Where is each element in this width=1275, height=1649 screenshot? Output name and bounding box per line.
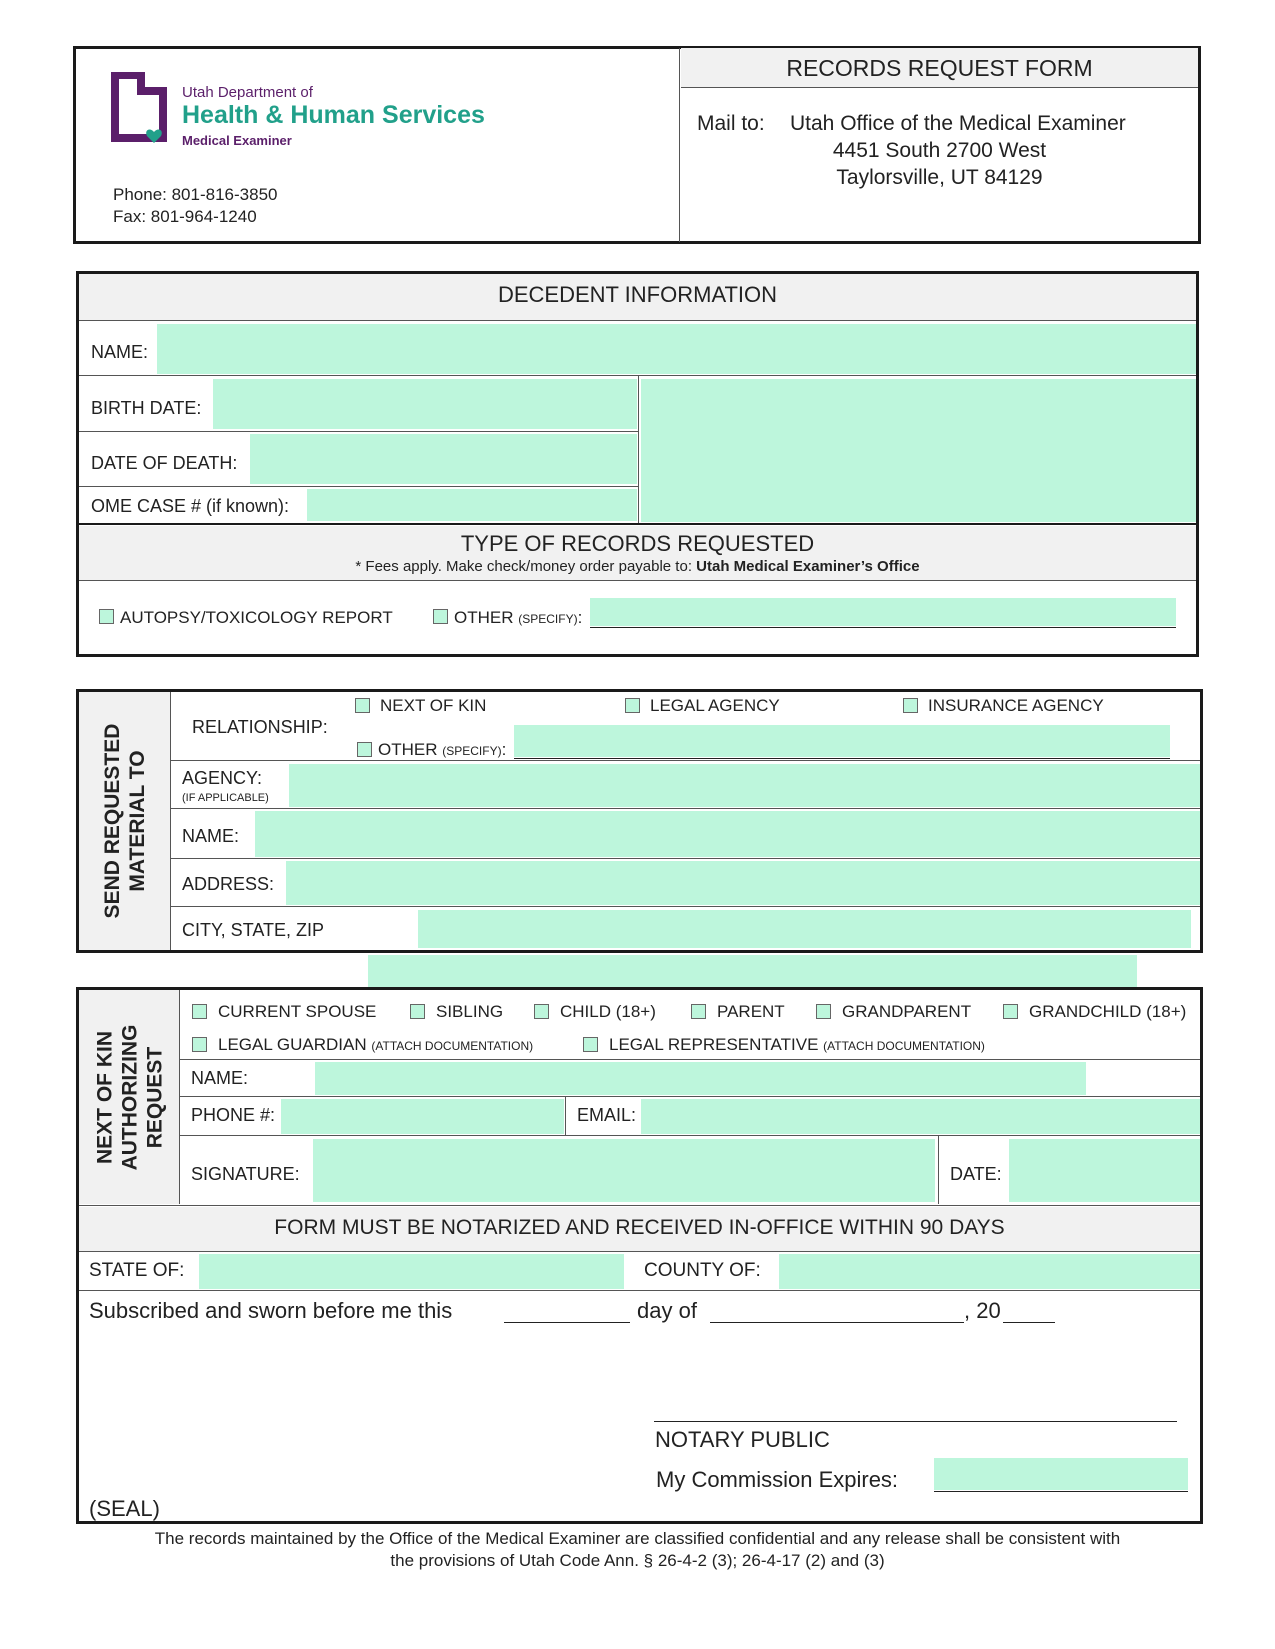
sworn-text: Subscribed and sworn before me this xyxy=(89,1298,453,1323)
insurance-agency-checkbox[interactable] xyxy=(903,698,918,713)
send-other-field[interactable] xyxy=(514,725,1170,757)
county-field[interactable] xyxy=(779,1254,1200,1289)
email-field[interactable] xyxy=(641,1099,1200,1134)
birth-date-label: BIRTH DATE: xyxy=(91,398,202,418)
notary-signature-line[interactable] xyxy=(654,1421,1177,1422)
city-state-zip-field[interactable] xyxy=(418,910,1191,948)
autopsy-label: AUTOPSY/TOXICOLOGY REPORT xyxy=(120,608,393,627)
legal-agency-label: LEGAL AGENCY xyxy=(650,696,780,715)
kin-name-field[interactable] xyxy=(315,1062,1086,1095)
birth-date-field[interactable] xyxy=(213,379,637,429)
mail-to-line3: Taylorsville, UT 84129 xyxy=(836,166,1043,189)
city-state-zip-field-extra[interactable] xyxy=(368,955,1137,987)
send-name-field[interactable] xyxy=(255,811,1200,857)
grandparent-checkbox[interactable] xyxy=(816,1004,831,1019)
notary-public-label: NOTARY PUBLIC xyxy=(655,1427,830,1452)
ome-case-label: OME CASE # (if known): xyxy=(91,496,290,516)
send-other-checkbox[interactable] xyxy=(357,742,372,757)
state-field[interactable] xyxy=(199,1254,624,1289)
parent-checkbox[interactable] xyxy=(691,1004,706,1019)
current-spouse-label: CURRENT SPOUSE xyxy=(218,1002,377,1021)
phone-label: PHONE #: xyxy=(191,1105,276,1125)
kin-name-label: NAME: xyxy=(191,1068,249,1088)
legal-guardian-label: LEGAL GUARDIAN (ATTACH DOCUMENTATION) xyxy=(218,1035,534,1054)
legal-representative-label: LEGAL REPRESENTATIVE (ATTACH DOCUMENTATION) xyxy=(609,1035,985,1054)
logo-line3: Medical Examiner xyxy=(182,133,292,148)
next-of-kin-checkbox[interactable] xyxy=(355,698,370,713)
mail-to-line2: 4451 South 2700 West xyxy=(832,139,1047,162)
decedent-extra-field[interactable] xyxy=(641,379,1196,522)
state-label: STATE OF: xyxy=(89,1260,185,1281)
legal-guardian-checkbox[interactable] xyxy=(192,1037,207,1052)
parent-label: PARENT xyxy=(717,1002,785,1021)
agency-field[interactable] xyxy=(289,764,1200,807)
date-of-death-field[interactable] xyxy=(250,434,637,484)
kin-side-title: NEXT OF KIN AUTHORIZING REQUEST xyxy=(93,1024,167,1171)
city-state-zip-label: CITY, STATE, ZIP xyxy=(182,920,325,940)
form-title-rule xyxy=(681,87,1198,88)
date-of-death-label: DATE OF DEATH: xyxy=(91,453,238,473)
phone-field[interactable] xyxy=(281,1099,564,1134)
records-other-label: OTHER (SPECIFY): xyxy=(454,608,583,627)
send-to-side-title: SEND REQUESTED MATERIAL TO xyxy=(101,723,149,919)
records-other-field[interactable] xyxy=(590,598,1176,626)
grandchild-label: GRANDCHILD (18+) xyxy=(1029,1002,1187,1021)
footer-line1: The records maintained by the Office of the Medical Examiner are classified confidential and any release shall be consistent with xyxy=(154,1529,1121,1548)
fees-note: * Fees apply. Make check/money order payable to: Utah Medical Examiner’s Office xyxy=(355,558,920,575)
child-label: CHILD (18+) xyxy=(560,1002,656,1021)
utah-state-heart-icon xyxy=(110,72,174,150)
signature-label: SIGNATURE: xyxy=(191,1164,300,1184)
day-of-text: day of xyxy=(637,1298,697,1323)
relationship-label: RELATIONSHIP: xyxy=(192,717,328,737)
decedent-title: DECEDENT INFORMATION xyxy=(497,282,778,307)
autopsy-checkbox[interactable] xyxy=(99,609,114,624)
phone-number: Phone: 801-816-3850 xyxy=(113,185,278,204)
decedent-name-field[interactable] xyxy=(157,324,1196,374)
records-other-checkbox[interactable] xyxy=(433,609,448,624)
send-other-label: OTHER (SPECIFY): xyxy=(378,740,507,759)
fax-number: Fax: 801-964-1240 xyxy=(113,207,257,226)
commission-label: My Commission Expires: xyxy=(656,1467,899,1492)
kin-date-label: DATE: xyxy=(950,1164,1002,1184)
footer-line2: the provisions of Utah Code Ann. § 26-4-2 (3); 26-4-17 (2) and (3) xyxy=(390,1551,885,1570)
name-label: NAME: xyxy=(91,342,149,362)
agency-label: AGENCY: xyxy=(182,768,263,788)
sworn-month-line[interactable] xyxy=(710,1322,964,1323)
kin-date-field[interactable] xyxy=(1009,1139,1200,1202)
signature-field[interactable] xyxy=(313,1139,935,1202)
address-field[interactable] xyxy=(286,861,1200,905)
notary-banner: FORM MUST BE NOTARIZED AND RECEIVED IN-OFFICE WITHIN 90 DAYS xyxy=(274,1216,1005,1239)
next-of-kin-label: NEXT OF KIN xyxy=(380,696,487,715)
sibling-label: SIBLING xyxy=(436,1002,504,1021)
header-divider xyxy=(679,48,680,242)
county-label: COUNTY OF: xyxy=(644,1260,761,1281)
mail-to-line1: Utah Office of the Medical Examiner xyxy=(790,112,1126,135)
legal-agency-checkbox[interactable] xyxy=(625,698,640,713)
mail-to-label: Mail to: xyxy=(697,112,765,135)
insurance-agency-label: INSURANCE AGENCY xyxy=(928,696,1104,715)
child-checkbox[interactable] xyxy=(534,1004,549,1019)
logo-line1: Utah Department of xyxy=(182,84,313,101)
logo-line2: Health & Human Services xyxy=(182,101,485,129)
sibling-checkbox[interactable] xyxy=(410,1004,425,1019)
seal-label: (SEAL) xyxy=(89,1496,160,1521)
email-label: EMAIL: xyxy=(577,1105,637,1125)
grandparent-label: GRANDPARENT xyxy=(842,1002,972,1021)
year-prefix: , 20 xyxy=(964,1298,1001,1323)
ome-case-field[interactable] xyxy=(307,489,637,521)
commission-field[interactable] xyxy=(934,1458,1188,1490)
send-name-label: NAME: xyxy=(182,826,240,846)
form-title: RECORDS REQUEST FORM xyxy=(786,55,1093,81)
sworn-day-line[interactable] xyxy=(504,1322,630,1323)
address-label: ADDRESS: xyxy=(182,874,275,894)
agency-note: (IF APPLICABLE) xyxy=(182,792,269,804)
current-spouse-checkbox[interactable] xyxy=(192,1004,207,1019)
legal-representative-checkbox[interactable] xyxy=(583,1037,598,1052)
logo xyxy=(110,72,490,150)
records-title: TYPE OF RECORDS REQUESTED xyxy=(460,531,815,556)
sworn-year-line[interactable] xyxy=(1003,1322,1055,1323)
grandchild-checkbox[interactable] xyxy=(1003,1004,1018,1019)
fees-payee: Utah Medical Examiner’s Office xyxy=(696,558,920,575)
